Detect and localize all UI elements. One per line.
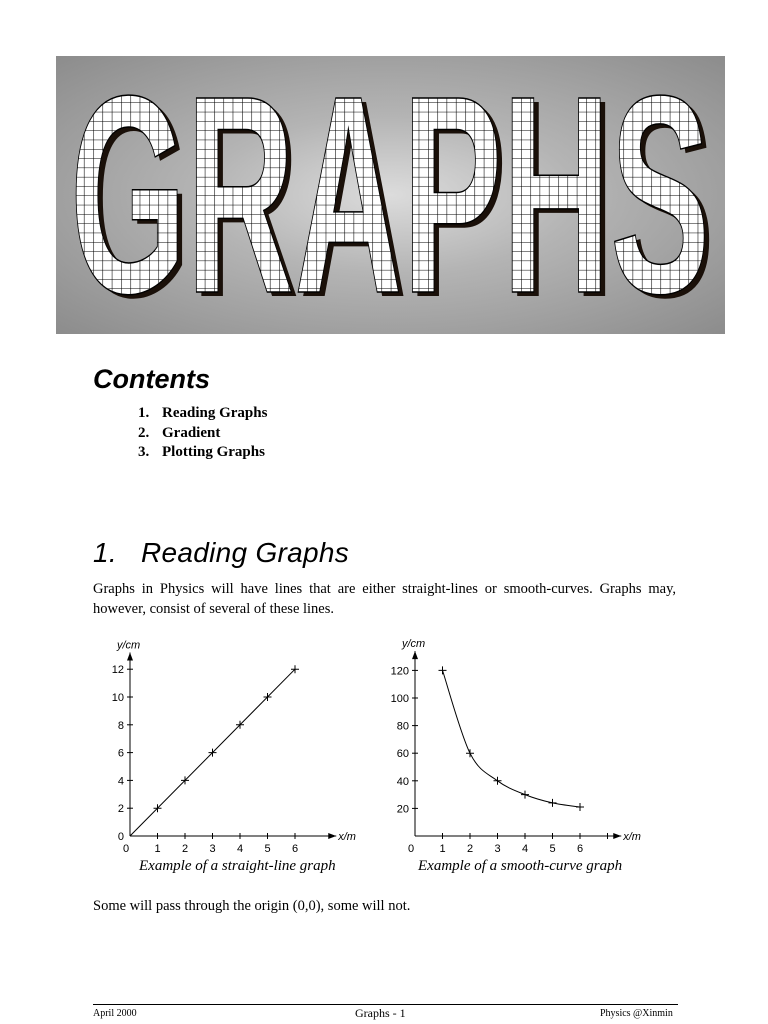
x-axis-arrow xyxy=(328,833,336,839)
y-tick-label: 40 xyxy=(396,775,409,788)
data-point xyxy=(521,791,529,799)
footer-date: April 2000 xyxy=(93,1008,137,1019)
contents-item[interactable] xyxy=(138,443,267,463)
data-point xyxy=(549,799,557,807)
contents-item-number: 3. xyxy=(138,444,150,460)
intro-paragraph: Graphs in Physics will have lines that are either straight-lines or smooth-curves. Graphs may, however, consist of several of these lines. xyxy=(93,581,676,617)
chart-caption: Example of a smooth-curve graph xyxy=(418,858,623,874)
contents-item-number: 2. xyxy=(138,424,150,441)
contents-list xyxy=(138,404,267,463)
contents-item-label: Gradient xyxy=(162,424,221,441)
data-point xyxy=(494,777,502,785)
x-tick-label: 6 xyxy=(291,843,299,855)
straight-line-chart xyxy=(90,630,380,862)
title-text: GRAPHS xyxy=(70,56,710,334)
data-point xyxy=(576,803,584,811)
footer-source: Physics @Xinmin xyxy=(600,1008,673,1019)
x-tick-label: 0 xyxy=(407,843,415,855)
x-tick-label: 1 xyxy=(439,843,446,855)
contents-item[interactable] xyxy=(138,404,267,424)
section-heading xyxy=(93,537,349,569)
y-tick-label: 0 xyxy=(117,831,124,843)
data-point xyxy=(466,749,474,757)
y-tick-label: 8 xyxy=(117,719,124,732)
contents-item-number: 1. xyxy=(138,405,150,421)
y-tick-label: 12 xyxy=(111,664,124,677)
x-tick-label: 3 xyxy=(209,843,216,855)
y-tick-label: 4 xyxy=(117,775,124,788)
y-tick-label: 120 xyxy=(390,665,409,678)
x-tick-label: 6 xyxy=(576,843,584,855)
y-tick-label: 100 xyxy=(390,693,409,705)
section-title: Reading Graphs xyxy=(141,537,350,568)
x-tick-label: 5 xyxy=(264,843,271,855)
y-axis-label: y/cm xyxy=(117,639,141,652)
x-tick-label: 1 xyxy=(154,843,161,855)
contents-item-label: Reading Graphs xyxy=(162,405,268,421)
x-tick-label: 3 xyxy=(494,843,501,855)
y-tick-label: 2 xyxy=(117,803,124,816)
x-tick-label: 4 xyxy=(521,843,529,855)
contents-item[interactable] xyxy=(138,424,267,444)
chart-caption: Example of a straight-line graph xyxy=(139,858,336,874)
footer-page: Graphs - 1 xyxy=(355,1006,406,1020)
y-axis-label: y/cm xyxy=(402,638,426,651)
x-tick-label: 4 xyxy=(236,843,244,855)
x-axis-label: x/m xyxy=(623,831,641,843)
x-tick-label: 2 xyxy=(466,843,474,855)
x-tick-label: 0 xyxy=(122,843,130,855)
closing-paragraph: Some will pass through the origin (0,0), some will not. xyxy=(93,898,411,914)
y-tick-label: 10 xyxy=(111,692,124,704)
x-axis-arrow xyxy=(613,833,621,839)
y-tick-label: 6 xyxy=(117,747,124,760)
title-banner xyxy=(56,56,725,334)
title-shadow: GRAPHS xyxy=(75,56,715,334)
y-axis-arrow xyxy=(412,651,418,659)
data-point xyxy=(439,666,447,674)
x-tick-label: 2 xyxy=(181,843,189,855)
x-axis-label: x/m xyxy=(338,831,356,843)
smooth-curve-chart xyxy=(370,636,670,864)
y-tick-label: 20 xyxy=(396,803,409,816)
contents-item-label: Plotting Graphs xyxy=(162,444,265,460)
y-axis-arrow xyxy=(127,653,133,661)
y-tick-label: 60 xyxy=(396,748,409,761)
y-tick-label: 80 xyxy=(396,720,409,733)
section-number: 1. xyxy=(93,537,117,568)
graphs-title-art xyxy=(56,56,725,334)
series-line xyxy=(443,670,581,807)
footer-divider xyxy=(93,1004,678,1005)
x-tick-label: 5 xyxy=(549,843,556,855)
contents-heading: Contents xyxy=(93,364,210,394)
